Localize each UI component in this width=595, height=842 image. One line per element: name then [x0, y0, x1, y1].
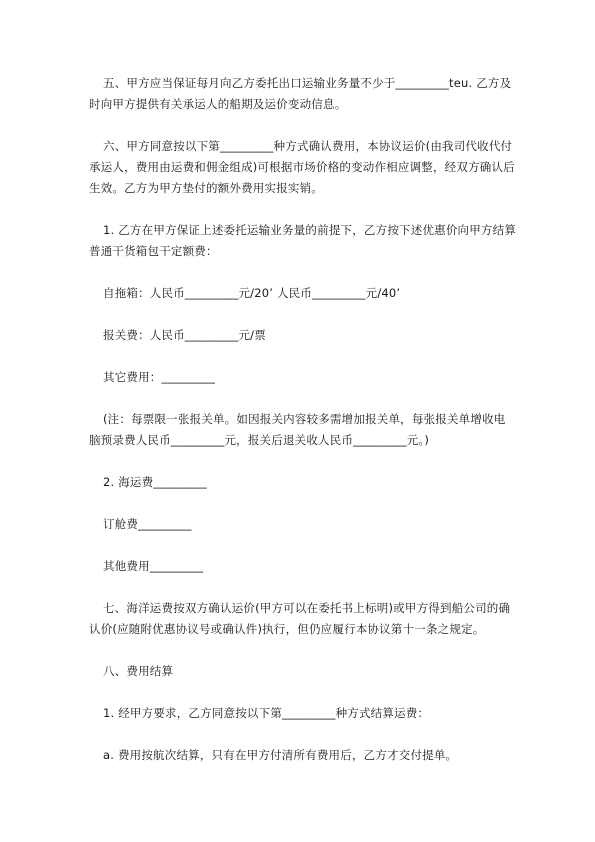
customs-fee-line: 报关费：人民币_________元/票	[103, 328, 266, 342]
trucking-fee-line: 自拖箱：人民币_________元/20’ 人民币_________元/40’	[103, 286, 401, 300]
settlement-item-1: 1. 经甲方要求，乙方同意按以下第_________种方式结算运费：	[103, 706, 430, 720]
settlement-option-a: a. 费用按航次结算，只有在甲方付清所有费用后，乙方才交付提单。	[103, 748, 458, 762]
other-charges-line: 其他费用_________	[103, 559, 204, 573]
clause-6-line-1: 六、甲方同意按以下第_________种方式确认费用，本协议运价(由我司代收代付	[103, 139, 513, 153]
clause-7-line-2: 认价(应随附优惠协议号或确认件)执行，但仍应履行本协议第十一条之规定。	[89, 622, 485, 636]
clause-6-line-2: 承运人，费用由运费和佣金组成)可根据市场价格的变动作相应调整，经双方确认后	[89, 160, 515, 174]
booking-fee-line: 订舱费_________	[103, 517, 192, 531]
ocean-freight-line: 2. 海运费_________	[103, 475, 207, 489]
clause-5-line-1: 五、甲方应当保证每月向乙方委托出口运输业务量不少于_________teu. 乙方及	[103, 76, 512, 90]
item-1-line-2: 普通干货箱包干定额费：	[89, 244, 218, 258]
clause-5-line-2: 时向甲方提供有关承运人的船期及运价变动信息。	[89, 97, 347, 111]
clause-8-heading: 八、费用结算	[103, 664, 174, 678]
other-fees-line: 其它费用：_________	[103, 370, 216, 384]
clause-6-line-3: 生效。乙方为甲方垫付的额外费用实报实销。	[89, 181, 323, 195]
note-line-1: (注：每票限一张报关单。如因报关内容较多需增加报关单，每张报关单增收电	[103, 412, 506, 426]
clause-7-line-1: 七、海洋运费按双方确认运价(甲方可以在委托书上标明)或甲方得到船公司的确	[103, 601, 511, 615]
note-line-2: 脑预录费人民币_________元，报关后退关收人民币_________元。)	[89, 433, 430, 447]
item-1-line-1: 1. 乙方在甲方保证上述委托运输业务量的前提下，乙方按下述优惠价向甲方结算	[103, 223, 517, 237]
